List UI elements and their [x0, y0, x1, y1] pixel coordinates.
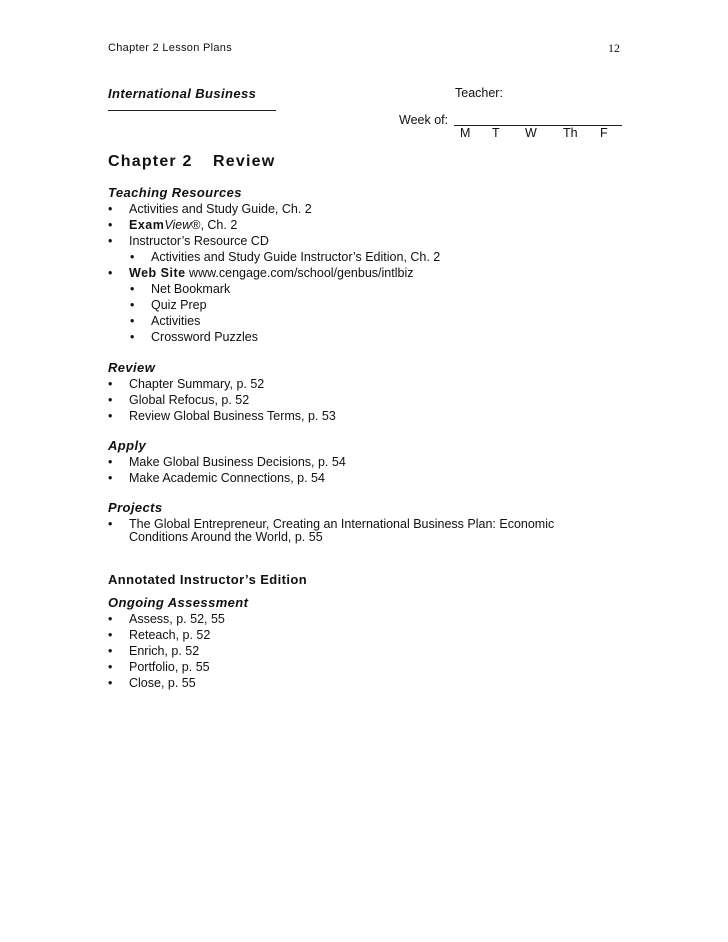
bullet: • — [130, 282, 135, 296]
sub-list-item — [130, 314, 430, 330]
list-item — [108, 377, 608, 393]
list-item — [108, 628, 608, 644]
list-item-text — [129, 218, 237, 232]
list-item — [108, 517, 628, 549]
page-number: 12 — [608, 41, 620, 55]
day-f: F — [600, 126, 608, 140]
bullet: • — [108, 234, 113, 248]
apply-heading: Apply — [108, 438, 147, 453]
ongoing-assessment-heading: Ongoing Assessment — [108, 595, 249, 610]
examview-rest: ®, Ch. 2 — [191, 218, 238, 232]
course-blank-line — [108, 110, 276, 111]
list-item-text: Activities and Study Guide Instructor’s Edition, Ch. 2 — [151, 250, 441, 264]
review-heading: Review — [108, 360, 156, 375]
examview-italic: View — [164, 218, 192, 232]
list-item-text: Net Bookmark — [151, 282, 231, 296]
bullet: • — [108, 266, 113, 280]
day-w: W — [525, 126, 537, 140]
list-item — [108, 471, 608, 487]
bullet: • — [130, 298, 135, 312]
bullet: • — [108, 628, 113, 642]
day-t: T — [492, 126, 500, 140]
course-name: International Business — [108, 86, 257, 101]
list-item — [108, 266, 608, 282]
bullet: • — [108, 202, 113, 216]
list-item-text-line2: Conditions Around the World, p. 55 — [129, 530, 323, 544]
bullet: • — [130, 314, 135, 328]
list-item — [108, 612, 608, 628]
list-item-text-line1: The Global Entrepreneur, Creating an International Business Plan: Economic — [129, 517, 555, 531]
weekday-row — [460, 126, 620, 140]
running-header-title: Chapter 2 Lesson Plans — [108, 42, 233, 54]
list-item-text: Global Refocus, p. 52 — [129, 393, 250, 407]
list-item — [108, 455, 608, 471]
bullet: • — [108, 612, 113, 626]
bullet: • — [108, 517, 113, 531]
list-item-text: Make Academic Connections, p. 54 — [129, 471, 325, 485]
list-item-text: Quiz Prep — [151, 298, 207, 312]
bullet: • — [108, 218, 113, 232]
examview-bold: Exam — [129, 218, 165, 232]
bullet: • — [108, 455, 113, 469]
week-of-label: Week of: — [399, 113, 449, 127]
sub-list-item — [130, 250, 610, 266]
aie-heading: Annotated Instructor’s Edition — [108, 572, 308, 587]
list-item-text: Make Global Business Decisions, p. 54 — [129, 455, 346, 469]
bullet: • — [130, 250, 135, 264]
list-item — [108, 202, 608, 218]
list-item-text: Instructor’s Resource CD — [129, 234, 269, 248]
bullet: • — [130, 330, 135, 344]
list-item — [108, 234, 608, 250]
list-item-text — [129, 266, 413, 280]
list-item — [108, 393, 608, 409]
list-item-text: Assess, p. 52, 55 — [129, 612, 225, 626]
bullet: • — [108, 676, 113, 690]
list-item — [108, 676, 608, 692]
day-m: M — [460, 126, 471, 140]
projects-heading: Projects — [108, 500, 163, 515]
bullet: • — [108, 644, 113, 658]
chapter-title: Review — [213, 153, 276, 170]
list-item-text: Activities and Study Guide, Ch. 2 — [129, 202, 312, 216]
list-item-text: Reteach, p. 52 — [129, 628, 211, 642]
teacher-label: Teacher: — [455, 86, 503, 100]
list-item-text: Portfolio, p. 55 — [129, 660, 210, 674]
list-item-text: Crossword Puzzles — [151, 330, 258, 344]
list-item — [108, 644, 608, 660]
web-site-label: Web Site — [129, 266, 186, 280]
bullet: • — [108, 377, 113, 391]
list-item-text: Chapter Summary, p. 52 — [129, 377, 265, 391]
sub-list-item — [130, 330, 430, 346]
day-th: Th — [563, 126, 578, 140]
bullet: • — [108, 393, 113, 407]
list-item-text: Enrich, p. 52 — [129, 644, 200, 658]
sub-list-item — [130, 282, 430, 298]
web-site-url: www.cengage.com/school/genbus/intlbiz — [185, 266, 414, 280]
list-item-text: Review Global Business Terms, p. 53 — [129, 409, 336, 423]
chapter-number: Chapter 2 — [108, 153, 193, 170]
sub-list-item — [130, 298, 430, 314]
bullet: • — [108, 409, 113, 423]
list-item-text: Activities — [151, 314, 201, 328]
teaching-resources-heading: Teaching Resources — [108, 185, 242, 200]
list-item — [108, 218, 608, 234]
bullet: • — [108, 660, 113, 674]
list-item — [108, 409, 608, 425]
bullet: • — [108, 471, 113, 485]
list-item — [108, 660, 608, 676]
list-item-text: Close, p. 55 — [129, 676, 196, 690]
